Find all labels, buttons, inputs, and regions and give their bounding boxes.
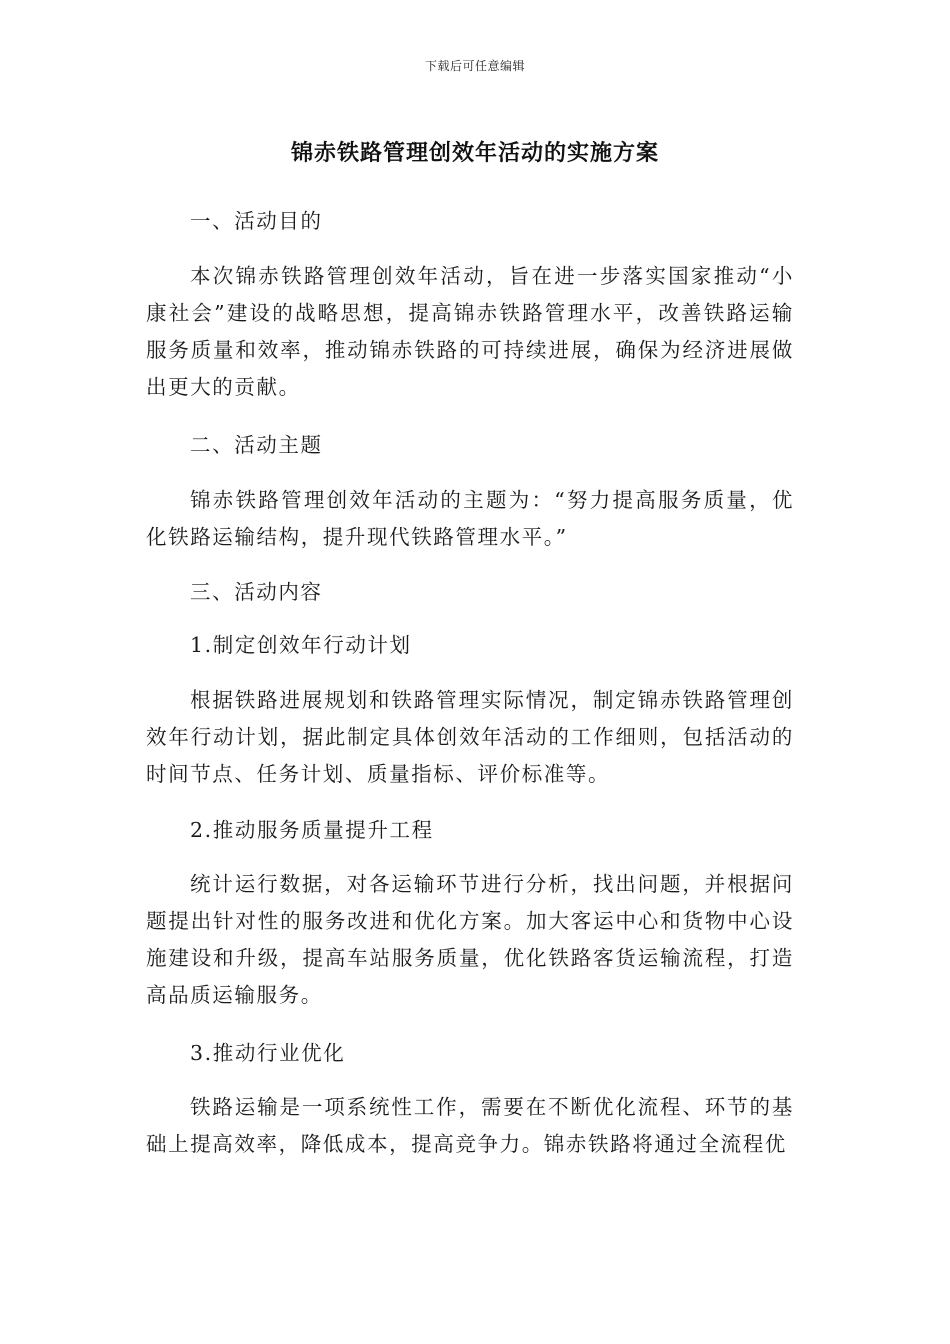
paragraph-text: 铁路运输是一项系统性工作，需要在不断优化流程、环节的基础上提高效率，降低成本，提高竞争力。锦赤铁路将通过全流程优	[146, 1095, 794, 1156]
item-1-paragraph	[146, 682, 794, 793]
section-1-heading: 一、活动目的	[190, 209, 323, 233]
item-2-heading: 2.推动服务质量提升工程	[190, 818, 434, 842]
paragraph-text: 统计运行数据，对各运输环节进行分析，找出问题，并根据问题提出针对性的服务改进和优化方案。加大客运中心和货物中心设施建设和升级，提高车站服务质量，优化铁路客货运输流程，打造高品质运输服务。	[146, 872, 794, 1007]
item-3-heading: 3.推动行业优化	[190, 1041, 346, 1065]
paragraph-text: 本次锦赤铁路管理创效年活动，旨在进一步落实国家推动“小康社会”建设的战略思想，提高锦赤铁路管理水平，改善铁路运输服务质量和效率，推动锦赤铁路的可持续进展，确保为经济进展做出更大的贡献。	[146, 264, 794, 399]
section-2-paragraph	[146, 482, 794, 556]
item-2-paragraph	[146, 866, 794, 1014]
document-title: 锦赤铁路管理创效年活动的实施方案	[290, 141, 659, 166]
item-1-heading: 1.制定创效年行动计划	[190, 633, 412, 657]
section-2-heading: 二、活动主题	[190, 433, 323, 457]
section-3-heading: 三、活动内容	[190, 580, 323, 604]
paragraph-text: 根据铁路进展规划和铁路管理实际情况，制定锦赤铁路管理创效年行动计划，据此制定具体创效年活动的工作细则，包括活动的时间节点、任务计划、质量指标、评价标准等。	[146, 688, 794, 786]
paragraph-text: 锦赤铁路管理创效年活动的主题为：“努力提高服务质量，优化铁路运输结构，提升现代铁路管理水平。”	[146, 488, 794, 549]
header-note: 下载后可任意编辑	[424, 59, 525, 73]
section-1-paragraph	[146, 258, 794, 406]
item-3-paragraph	[146, 1089, 794, 1163]
